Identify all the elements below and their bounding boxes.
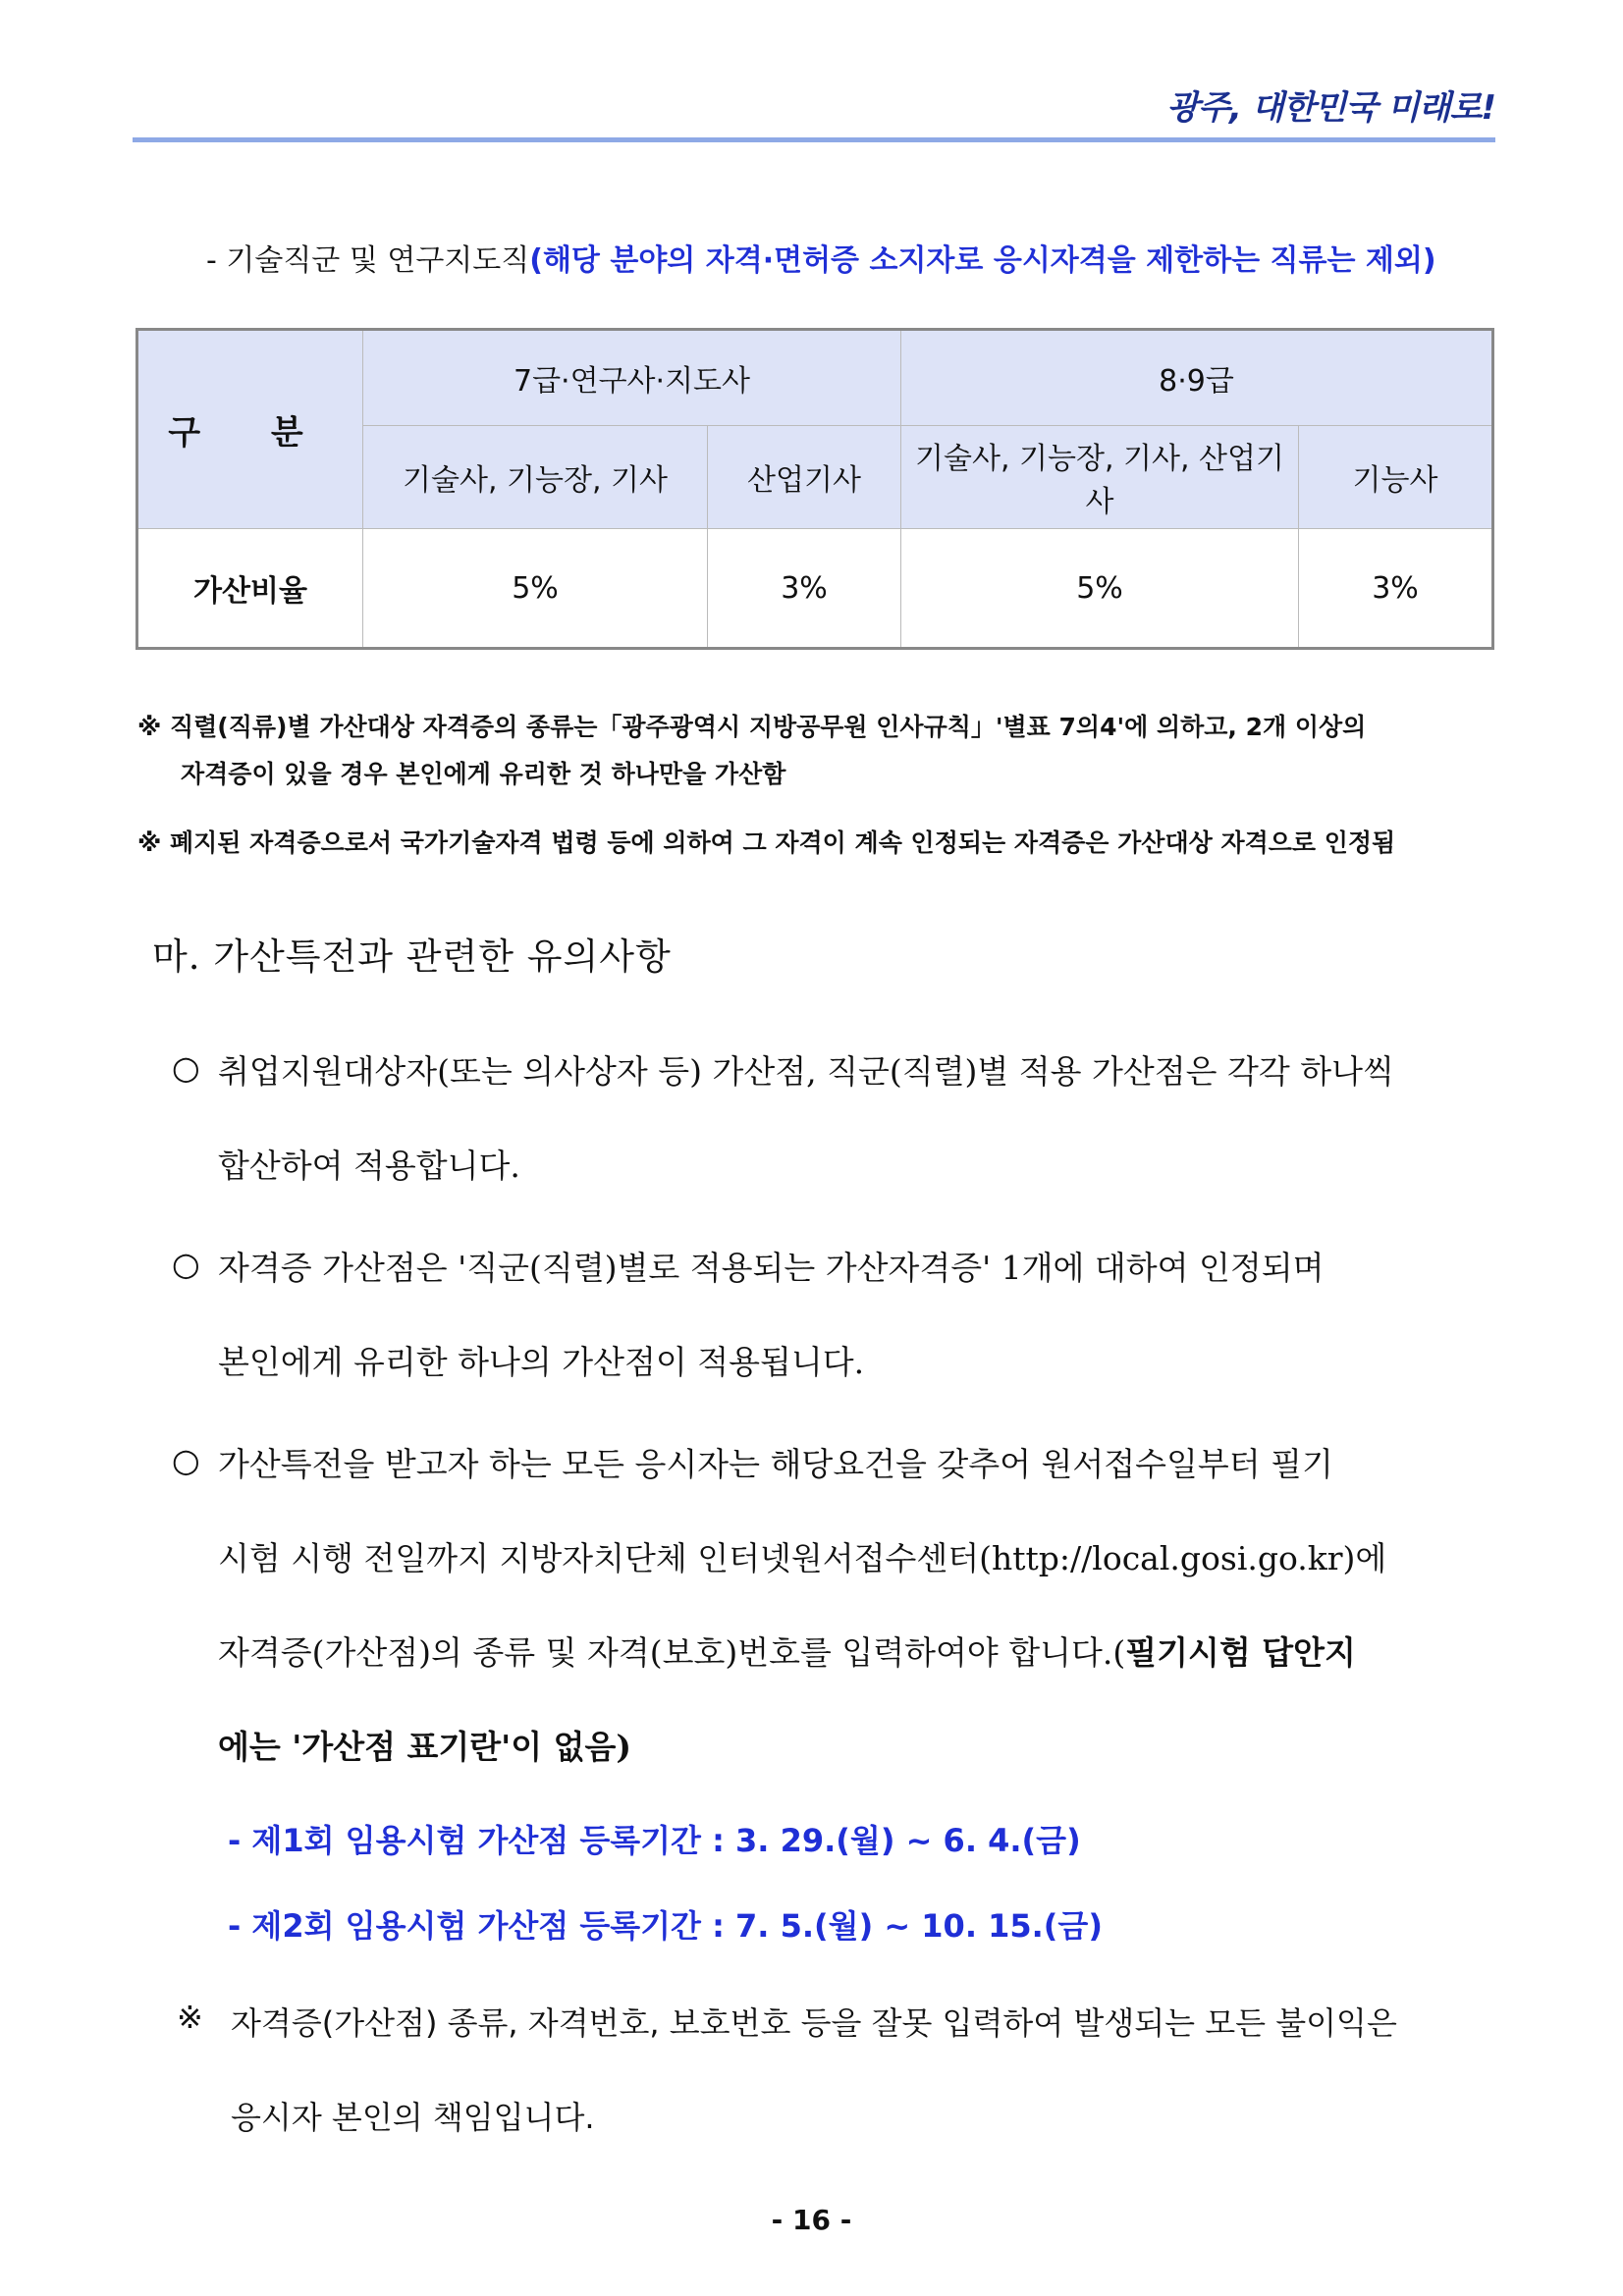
table-header-row bbox=[137, 330, 1493, 426]
warning-text: 응시자 본인의 책임입니다. bbox=[231, 2099, 595, 2136]
table-cell: 5% bbox=[901, 529, 1299, 649]
table-sub-a1: 기술사, 기능장, 기사 bbox=[363, 426, 708, 529]
intro-note: (해당 분야의 자격·면허증 소지자로 응시자격을 제한하는 직류는 제외) bbox=[529, 243, 1436, 278]
table-sub-b1: 기술사, 기능장, 기사, 산업기사 bbox=[901, 426, 1299, 529]
reference-mark-icon: ※ bbox=[177, 1999, 203, 2036]
list-item-text bbox=[218, 1628, 1356, 1674]
table-group-a: 7급·연구사·지도사 bbox=[363, 330, 901, 426]
circle-bullet-icon: ○ bbox=[172, 1048, 200, 1087]
header-slogan: 광주, 대한민국 미래로! bbox=[1166, 88, 1495, 128]
note-line: ※ 직렬(직류)별 가산대상 자격증의 종류는「광주광역시 지방공무원 인사규칙」'별표 7의4'에 의하고, 2개 이상의 bbox=[137, 713, 1367, 741]
note-abolished-qualifications: ※ 폐지된 자격증으로서 국가기술자격 법령 등에 의하여 그 자격이 계속 인정되는 자격증은 가산대상 자격으로 인정됨 bbox=[137, 828, 1396, 857]
table-cell: 3% bbox=[1299, 529, 1493, 649]
list-item-text-emphasis: 에는 '가산점 표기란'이 없음) bbox=[218, 1728, 631, 1766]
intro-prefix: - 기술직군 및 연구지도직 bbox=[206, 243, 530, 278]
bonus-rate-table bbox=[135, 328, 1494, 650]
list-item-text: 합산하여 적용합니다. bbox=[218, 1147, 520, 1185]
warning-text: 자격증(가산점) 종류, 자격번호, 보호번호 등을 잘못 입력하여 발생되는 모든 불이익은 bbox=[231, 2004, 1397, 2042]
note-line: 자격증이 있을 경우 본인에게 유리한 것 하나만을 가산함 bbox=[181, 760, 786, 788]
note-qualification-types bbox=[137, 709, 1502, 793]
table-cell: 3% bbox=[708, 529, 901, 649]
section-title: 마. 가산특전과 관련한 유의사항 bbox=[152, 935, 672, 978]
list-item-text-plain: 자격증(가산점)의 종류 및 자격(보호)번호를 입력하여야 합니다.( bbox=[218, 1633, 1126, 1672]
table-group-b: 8·9급 bbox=[901, 330, 1493, 426]
table-sub-a2: 산업기사 bbox=[708, 426, 901, 529]
table-row bbox=[137, 529, 1493, 649]
circle-bullet-icon: ○ bbox=[172, 1245, 200, 1283]
list-item-text-emphasis: 필기시험 답안지 bbox=[1125, 1633, 1356, 1672]
list-item-text: 본인에게 유리한 하나의 가산점이 적용됩니다. bbox=[218, 1343, 865, 1381]
list-item-text: 시험 시행 전일까지 지방자치단체 인터넷원서접수센터(http://local.gosi.go.kr)에 bbox=[218, 1539, 1387, 1577]
list-item-text: 자격증 가산점은 '직군(직렬)별로 적용되는 가산자격증' 1개에 대하여 인정되며 bbox=[218, 1249, 1325, 1287]
table-cell: 5% bbox=[363, 529, 708, 649]
registration-period-1: - 제1회 임용시험 가산점 등록기간 : 3. 29.(월) ~ 6. 4.(금) bbox=[228, 1822, 1081, 1859]
registration-period-2: - 제2회 임용시험 가산점 등록기간 : 7. 5.(월) ~ 10. 15.(금) bbox=[228, 1907, 1103, 1945]
page-number: - 16 - bbox=[771, 2204, 852, 2236]
list-item-text: 가산특전을 받고자 하는 모든 응시자는 해당요건을 갖추어 원서접수일부터 필기 bbox=[218, 1445, 1333, 1483]
circle-bullet-icon: ○ bbox=[172, 1441, 200, 1479]
table-corner-cell: 구 분 bbox=[137, 330, 363, 529]
header-divider bbox=[133, 137, 1495, 142]
table-sub-b2: 기능사 bbox=[1299, 426, 1493, 529]
intro-line bbox=[206, 236, 1436, 279]
list-item-text: 취업지원대상자(또는 의사상자 등) 가산점, 직군(직렬)별 적용 가산점은 각각 하나씩 bbox=[218, 1052, 1394, 1091]
table-row-label: 가산비율 bbox=[137, 529, 363, 649]
